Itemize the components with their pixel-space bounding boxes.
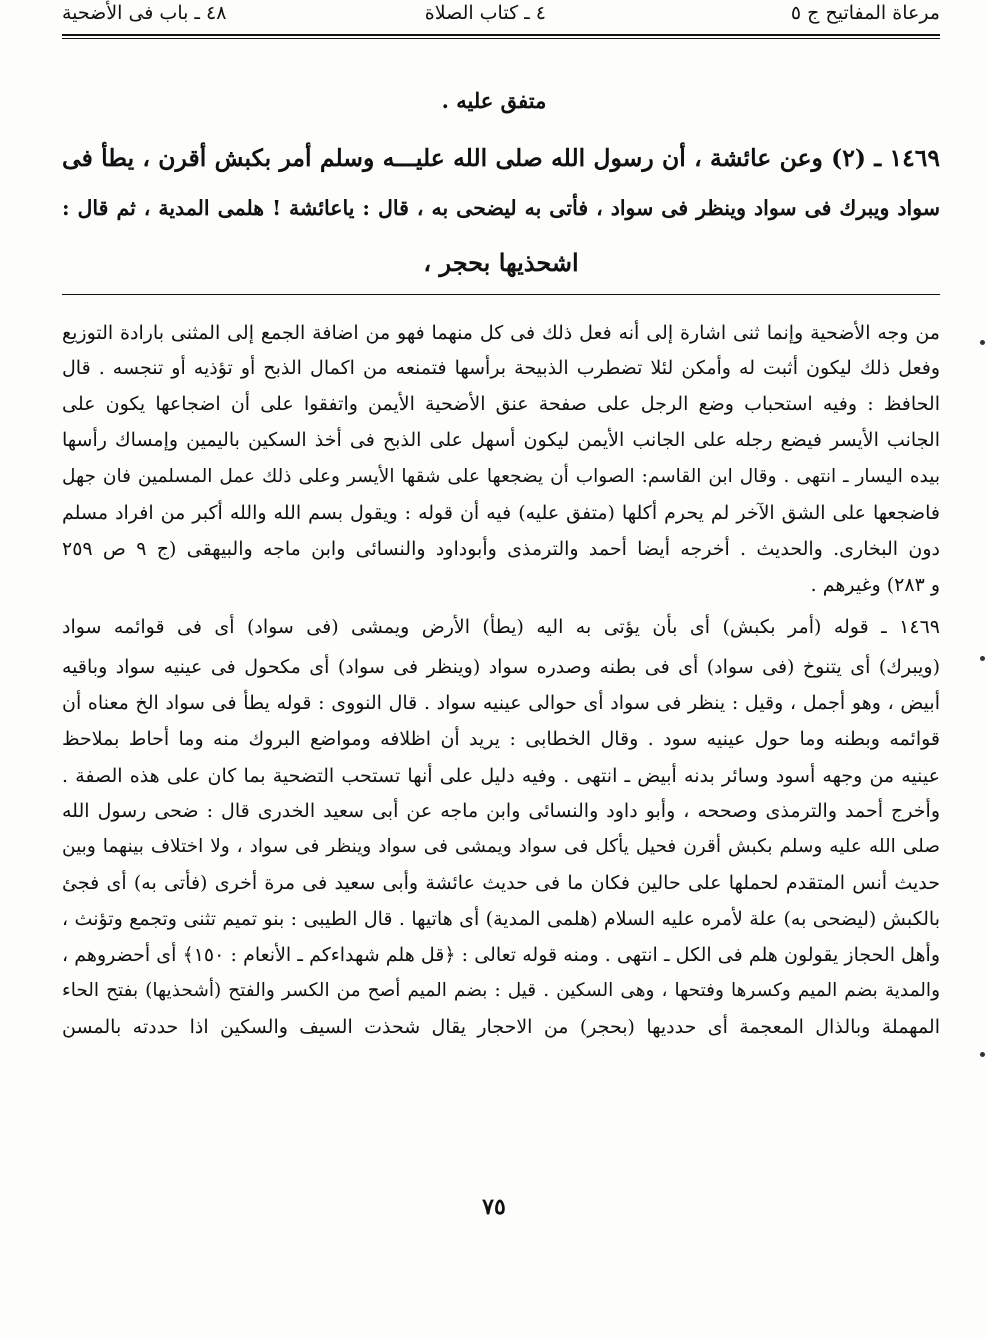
running-header — [62, 0, 940, 36]
muttafaq-alayh: متفق عليه . — [441, 88, 547, 113]
commentary-line: الحافظ : وفيه استحباب وضع الرجل على صفحة عنق الأضحية الأيمن واتفقوا على أن اضجاعها يكون على — [62, 393, 940, 415]
commentary-line: (ويبرك) أى يتنوخ (فى سواد) أى فى بطنه وصدره سواد (وينظر فى سواد) أى مكحول فى عينيه سواد وباقيه — [62, 656, 940, 678]
hadith-line-2: سواد ويبرك فى سواد وينظر فى سواد ، فأتى به ليضحى به ، قال : ياعائشة ! هلمى المدية ، ثم قال : — [62, 196, 940, 220]
commentary-line: الجانب الأيسر فيضع رجله على الجانب الأيمن ليكون أسهل على الذبح فى أخذ السكين باليمين وإمساك رأسها — [62, 429, 940, 451]
commentary-line: والمدية بضم الميم وكسرها وفتحها ، وهى السكين . قيل : بضم الميم أصح من الكسر والفتح (أشحذيها) بفتح الحاء — [62, 980, 940, 1001]
header-book-title: مرعاة المفاتيح ج ٥ — [790, 2, 940, 24]
commentary-line: و ٢٨٣) وغيرهم . — [810, 574, 940, 596]
commentary-line: ١٤٦٩ ـ قوله (أمر بكبش) أى بأن يؤتى به اليه (يطأ) الأرض ويمشى (فى سواد) أى فى قوائمه سواد — [62, 616, 940, 638]
commentary-line: بيده اليسار ـ انتهى . وقال ابن القاسم: الصواب أن يضجعها على شقها الأيسر وعلى ذلك عمل المسلمين فان جهل — [62, 466, 940, 487]
commentary-line: وأخرج أحمد والترمذى وصححه ، وأبو داود والنسائى وابن ماجه عن أبى سعيد الخدرى قال : ضحى رسول الله — [62, 800, 940, 822]
commentary-line: المهملة وبالذال المعجمة أى حدديها (بحجر) من الاحجار يقال شحذت السيف والسكين اذا حددته بالمسن — [62, 1016, 940, 1038]
commentary-line: وأهل الحجاز يقولون هلم فى الكل ـ انتهى . ومنه قوله تعالى : ﴿قل هلم شهداءكم ـ الأنعام : ١٥٠﴾ أى أحضروهم ، — [62, 944, 941, 966]
commentary-line: دون البخارى. والحديث . أخرجه أيضا أحمد والترمذى وأبوداود والنسائى وابن ماجه والبيهقى (ج ٩ ص ٢٥٩ — [62, 538, 940, 560]
commentary-line: وفعل ذلك ليكون أثبت له وأمكن لئلا تضطرب الذبيحة برأسها فتمنعه من اكمال الذبح أو تؤذيه أو تنجسه . قال — [62, 357, 940, 379]
commentary-line: حديث أنس المتقدم لحملها على حالين فكان ما فى حديث عائشة وأبى سعيد فى مرة أخرى (فأتى به) أى فجئ — [62, 872, 940, 894]
commentary-line: من وجه الأضحية وإنما ثنى اشارة إلى أنه فعل ذلك فى كل منهما فهو من اضافة الجمع إلى المثنى بارادة التوزيع — [62, 322, 940, 344]
commentary-line: صلى الله عليه وسلم بكبش أقرن فحيل يأكل فى سواد ويمشى فى سواد وينظر فى سواد ، ولا اختلاف بينهما وبين — [62, 836, 940, 857]
commentary-line: فاضجعها على الشق الآخر لم يحرم أكلها (متفق عليه) فيه أن قوله : ويقول بسم الله والله أكبر من افراد مسلم — [62, 502, 940, 524]
header-chapter: ٤ ـ كتاب الصلاة — [424, 2, 546, 24]
scan-speck — [980, 656, 985, 661]
hadith-line-3: اشحذيها بحجر ، — [423, 248, 579, 277]
scan-speck — [980, 1052, 985, 1057]
commentary-line: عينيه من وجهه أسود وسائر بدنه أبيض ـ انتهى . وفيه دليل على أنها تستحب التضحية بما كان على هذه الصفة . — [62, 765, 940, 787]
header-section: ٤٨ ـ باب فى الأضحية — [62, 2, 227, 24]
commentary-line: بالكبش (ليضحى به) علة لأمره عليه السلام (هلمى المدية) أى هاتيها . قال الطيبى : بنو تميم تثنى وتجمع وتؤنث ، — [62, 908, 940, 930]
scan-speck — [980, 340, 985, 345]
commentary-line: قوائمه وبطنه وما حول عينيه سود . وقال الخطابى : يريد أن اظلافه ومواضع البروك منه وما أحاط بملاحظ — [62, 728, 940, 750]
hadith-line-1: ١٤٦٩ ـ (٢) وعن عائشة ، أن رسول الله صلى الله عليـــه وسلم أمر بكبش أقرن ، يطأ فى — [62, 144, 940, 172]
header-rule-thin — [62, 38, 940, 39]
commentary-line: أبيض ، وهو أجمل ، وقيل : ينظر فى سواد أى حوالى عينيه سواد . قال النووى : قوله يطأ فى سواد الخ معناه أن — [62, 692, 940, 714]
page-number: ٧٥ — [482, 1194, 506, 1220]
header-rule — [62, 34, 940, 36]
separator-rule — [62, 294, 940, 295]
